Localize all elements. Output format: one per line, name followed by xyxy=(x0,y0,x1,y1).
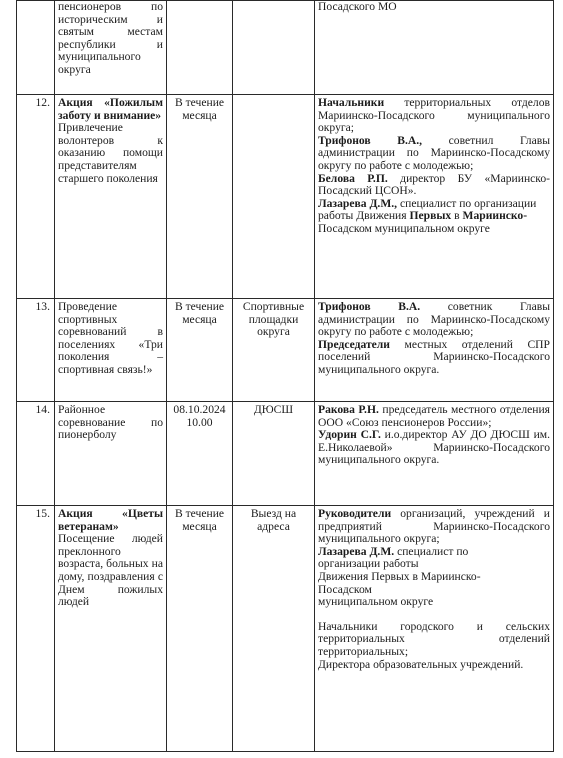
event-date: 08.10.2024 xyxy=(173,403,226,416)
table-row xyxy=(17,299,554,402)
person-name: Руководители xyxy=(318,507,392,520)
date-cell: В течение месяца xyxy=(167,95,233,299)
responsible-text: территориальных отделов Мариинско-Посадского муниципального округа; xyxy=(318,96,550,135)
person-name: Трифонов В.А. xyxy=(318,300,421,313)
activity-line: округа xyxy=(58,62,91,76)
event-time: 10.00 xyxy=(186,415,213,429)
date-cell xyxy=(167,1,233,95)
activity-title: Акция «Пожилым заботу и внимание» xyxy=(58,96,163,122)
activity-line: святым местам xyxy=(58,25,163,39)
responsible-text: директор БУ «Мариинско-Посадский ЦСОН». xyxy=(318,171,550,198)
table-row xyxy=(17,402,554,506)
activity-line: историческим и xyxy=(58,12,163,26)
activity-cell xyxy=(55,1,167,95)
responsible-paragraph xyxy=(318,173,550,198)
responsible-paragraph: Начальники городского и сельских территориальных отделений территориальных; xyxy=(318,619,550,658)
responsible-paragraph xyxy=(318,301,550,339)
responsible-text: Посадском муниципальном округе xyxy=(318,221,490,235)
responsible-paragraph xyxy=(318,429,550,467)
place-name: Мариинско- xyxy=(462,209,528,223)
responsible-paragraph xyxy=(318,198,550,236)
date-cell: В течение месяца xyxy=(167,299,233,402)
table-row xyxy=(17,95,554,299)
responsible-cell xyxy=(315,1,554,95)
paragraph-gap xyxy=(318,609,550,621)
responsible-line: Движения Первых в Мариинско- xyxy=(318,569,481,583)
table-row xyxy=(17,1,554,95)
responsible-line: Посадского МО xyxy=(318,0,397,13)
person-name: Начальники xyxy=(318,96,385,109)
activity-line: пенсионеров по xyxy=(58,0,163,13)
responsible-text: местных отделений СПР поселений Мариинско-Посадского муниципального округа. xyxy=(318,337,550,376)
person-name: Трифонов В.А., xyxy=(318,133,423,147)
place-cell xyxy=(233,95,315,299)
row-number: 15. xyxy=(17,506,55,752)
person-name: Ракова Р.Н. xyxy=(318,403,379,416)
place-cell xyxy=(233,1,315,95)
responsible-text: в xyxy=(454,209,460,223)
responsible-text: Движения xyxy=(356,209,407,223)
date-cell xyxy=(167,402,233,506)
activity-cell: Районное соревнование по пионерболу xyxy=(55,402,167,506)
events-table xyxy=(16,0,554,752)
movement-name: Первых xyxy=(409,209,452,223)
activity-line: муниципального xyxy=(58,50,141,64)
row-number-cell xyxy=(17,1,55,95)
responsible-cell xyxy=(315,506,554,752)
row-number: 12. xyxy=(17,95,55,299)
responsible-line: Посадском xyxy=(318,582,372,596)
responsible-text: специалист по организации работы xyxy=(318,196,537,223)
activity-text: Посещение людей преклонного возраста, больных на дому, поздравления с Днем пожилых людей xyxy=(58,532,163,609)
responsible-text: и.о.директор АУ ДО ДЮСШ им. Е.Николаевой» Мариинско-Посадского муниципального округа. xyxy=(318,428,551,467)
activity-cell xyxy=(55,506,167,752)
row-number: 14. xyxy=(17,402,55,506)
activity-title: Акция «Цветы ветеранам» xyxy=(58,507,163,533)
responsible-paragraph xyxy=(318,135,550,173)
responsible-paragraph xyxy=(318,404,550,429)
person-name: Председатели xyxy=(318,337,390,351)
table-row xyxy=(17,506,554,752)
activity-cell xyxy=(55,95,167,299)
responsible-paragraph xyxy=(318,508,550,546)
responsible-text: специалист по xyxy=(397,544,469,558)
activity-text: Привлечение волонтеров к оказанию помощи представителям старшего поколения xyxy=(58,121,163,185)
responsible-paragraph xyxy=(318,339,550,377)
responsible-line: организации работы xyxy=(318,557,419,571)
place-cell: Выезд на адреса xyxy=(233,506,315,752)
responsible-cell xyxy=(315,299,554,402)
place-cell: Спортивные площадки округа xyxy=(233,299,315,402)
responsible-text: советнил Главы администрации по Мариинско-Посадскому округу по работе с молодежью; xyxy=(318,133,550,172)
row-number: 13. xyxy=(17,299,55,402)
person-name: Удорин С.Г. xyxy=(318,428,381,442)
responsible-text: советник Главы администрации по Мариинско-Посадскому округу по работе с молодежью; xyxy=(318,300,550,339)
person-name: Лазарева Д.М., xyxy=(318,196,398,210)
responsible-paragraph xyxy=(318,97,550,135)
person-name: Лазарева Д.М. xyxy=(318,544,395,558)
responsible-cell xyxy=(315,95,554,299)
activity-line: республики и xyxy=(58,37,163,51)
responsible-text: организаций, учреждений и предприятий Мариинско-Посадского муниципального округа; xyxy=(318,507,550,546)
responsible-line: муниципальном округе xyxy=(318,595,434,609)
responsible-text: председатель местного отделения ООО «Союз пенсионеров России»; xyxy=(318,403,551,429)
activity-cell: Проведение спортивных соревнований в поселениях «Три поколения – спортивная связь!» xyxy=(55,299,167,402)
responsible-paragraph: Директора образовательных учреждений. xyxy=(318,657,524,671)
date-cell: В течение месяца xyxy=(167,506,233,752)
place-cell: ДЮСШ xyxy=(233,402,315,506)
responsible-cell xyxy=(315,402,554,506)
person-name: Белова Р.П. xyxy=(318,171,388,185)
